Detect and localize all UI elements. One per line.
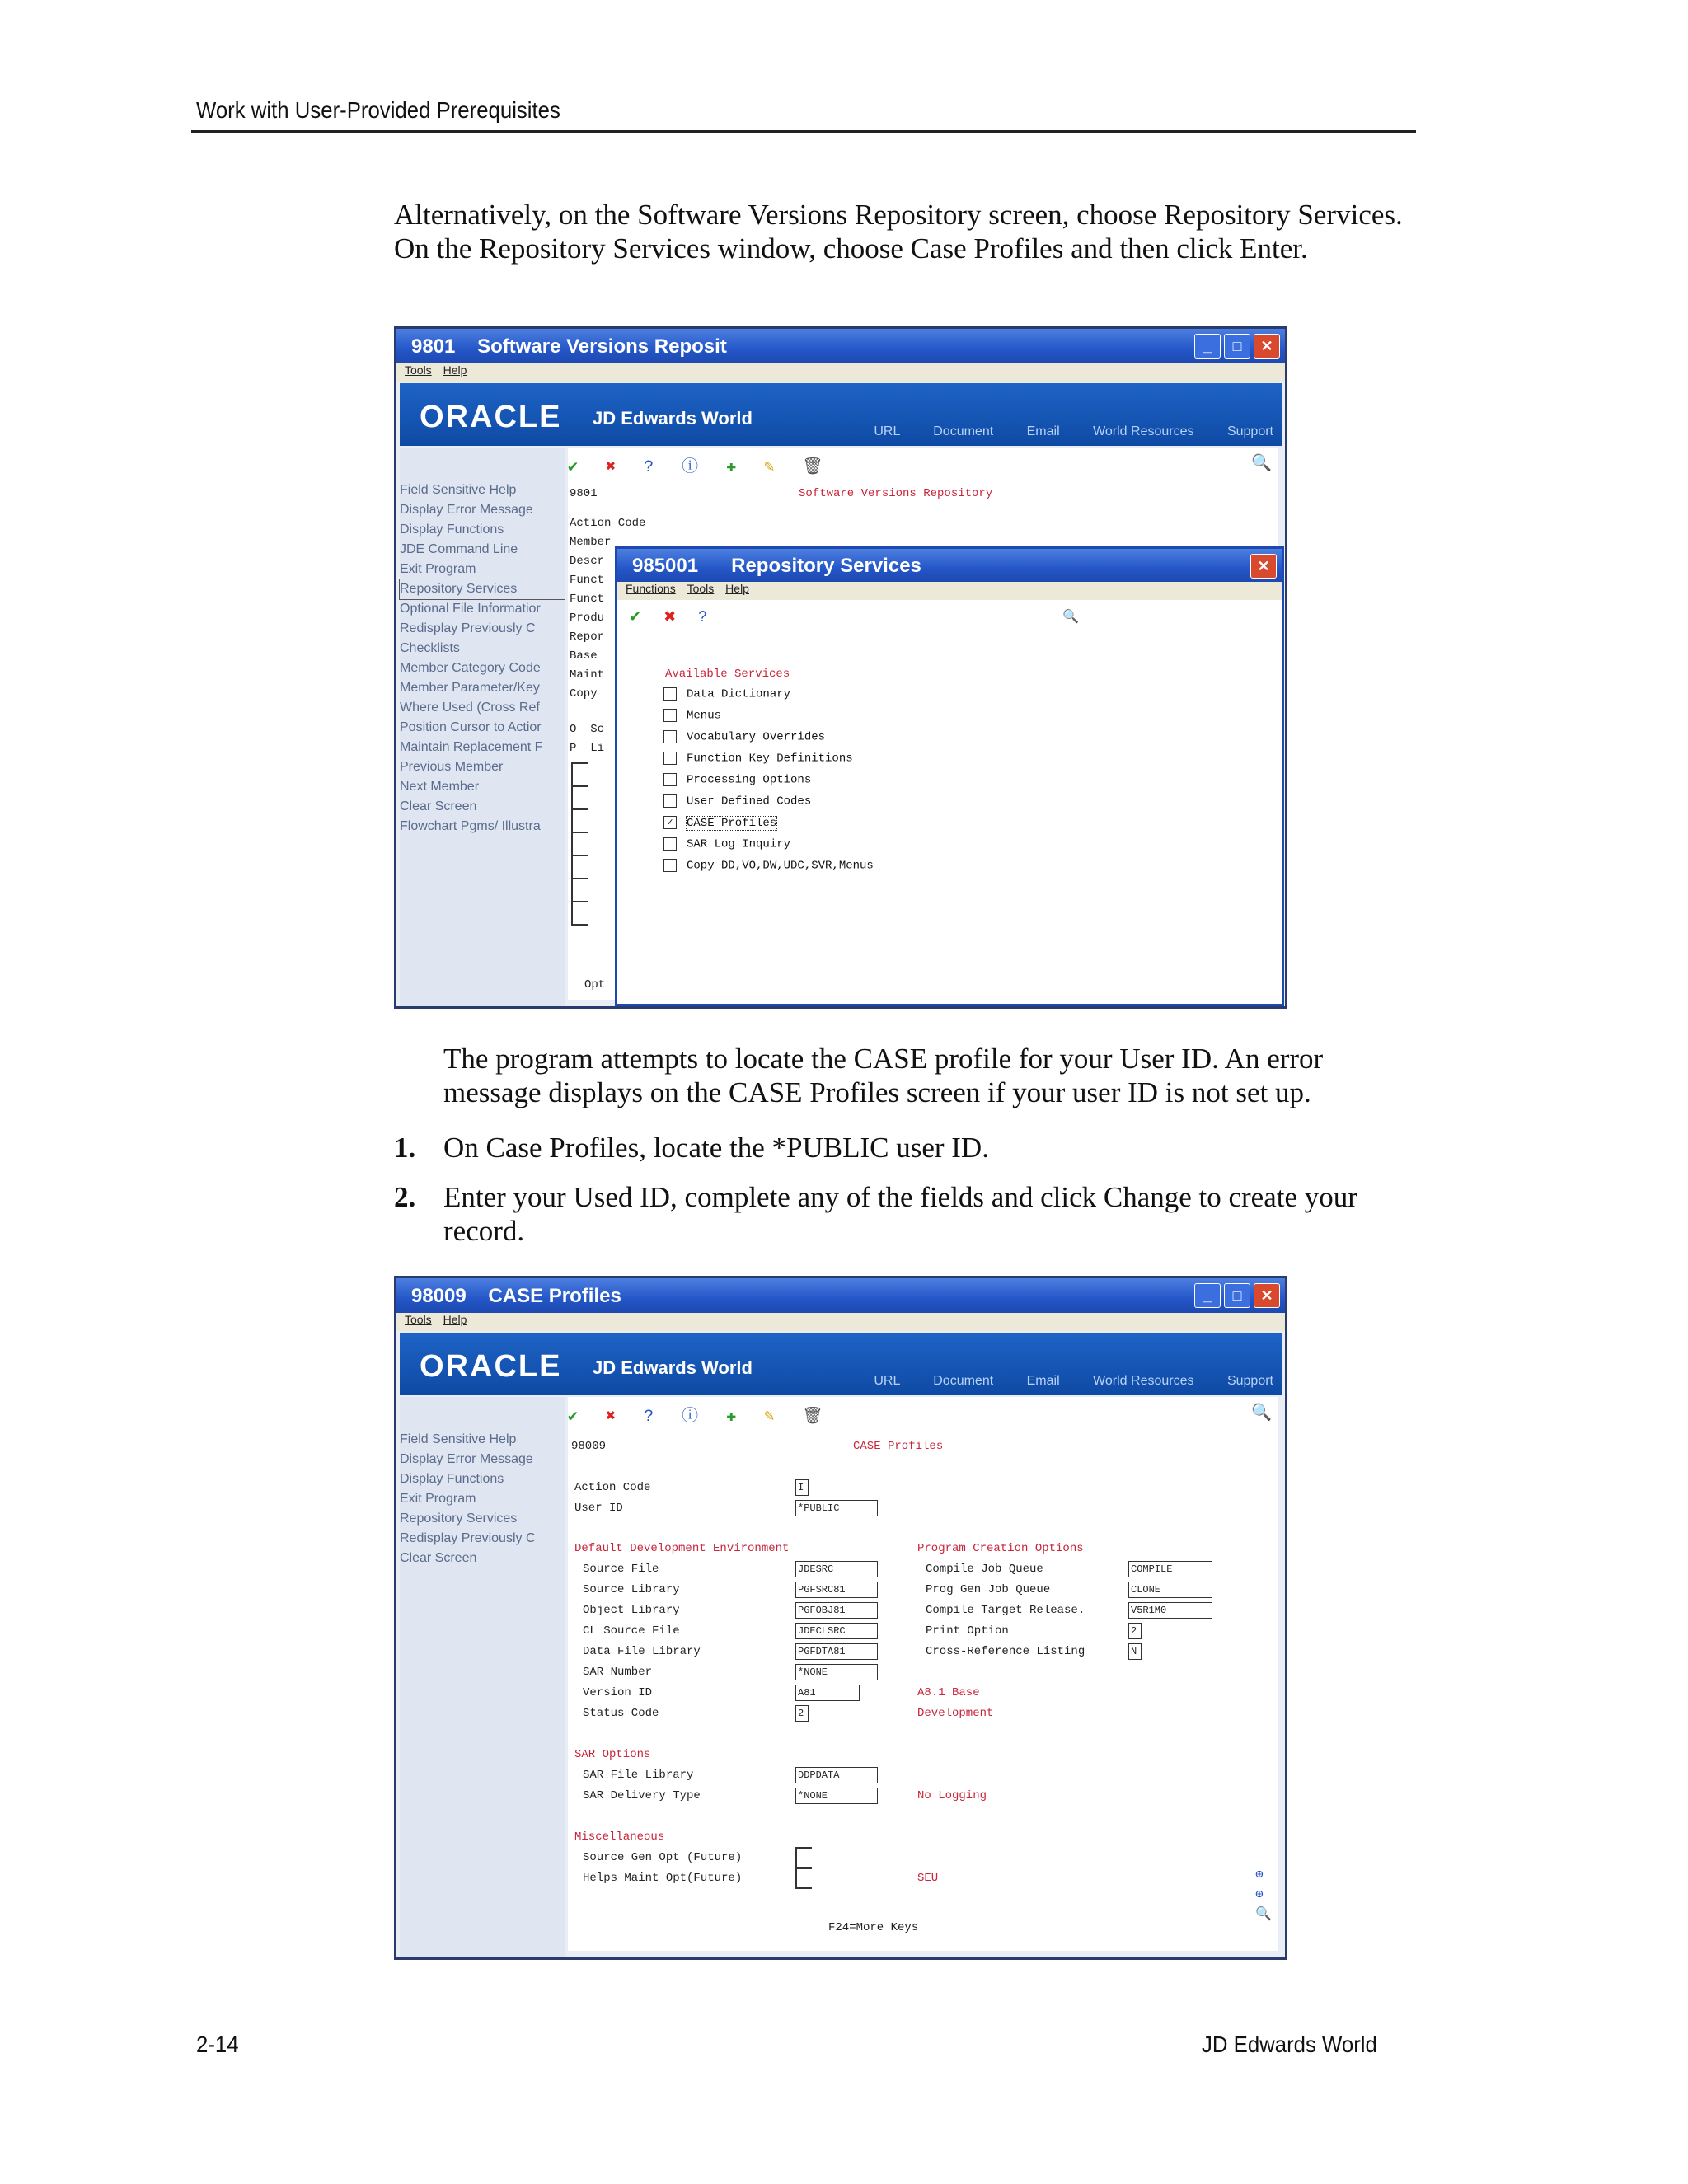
screen-name: CASE Profiles <box>853 1440 944 1453</box>
row-select-box[interactable] <box>571 762 588 787</box>
popup-menu-bar <box>617 582 1282 600</box>
link-url[interactable]: URL <box>874 1374 900 1388</box>
page-number: 2-14 <box>196 2032 239 2057</box>
link-world-resources[interactable]: World Resources <box>1093 1374 1194 1388</box>
menu-tools[interactable]: Tools <box>405 363 432 377</box>
info-icon[interactable]: ⓘ <box>682 458 699 477</box>
window-id: 9801 <box>411 335 456 358</box>
field-label: SAR Delivery Type <box>583 1789 701 1802</box>
sar-number-input[interactable]: *NONE <box>795 1664 878 1680</box>
window-title: Software Versions Reposit <box>477 335 727 358</box>
ok-icon[interactable]: ✔ <box>629 608 642 625</box>
action-code-input[interactable]: I <box>795 1479 809 1496</box>
sidebar-item[interactable]: Where Used (Cross Ref <box>400 701 540 715</box>
sidebar-item[interactable]: Repository Services <box>400 1511 518 1526</box>
oracle-logo: ORACLE <box>420 400 562 434</box>
menu-bar <box>396 1313 1285 1331</box>
source-gen-opt-checkbox[interactable] <box>795 1847 812 1868</box>
banner-links <box>844 1374 1273 1389</box>
menu-help[interactable]: Help <box>725 582 749 595</box>
sidebar-item[interactable]: Maintain Replacement F <box>400 740 543 754</box>
sidebar-item[interactable]: Checklists <box>400 641 460 655</box>
menu-tools[interactable]: Tools <box>687 582 715 595</box>
field-label: Helps Maint Opt(Future) <box>583 1872 743 1885</box>
sidebar-item[interactable]: Field Sensitive Help <box>400 483 517 497</box>
cancel-icon[interactable]: ✖ <box>606 1408 617 1427</box>
running-header: Work with User-Provided Prerequisites <box>196 97 560 123</box>
miscellaneous-heading: Miscellaneous <box>574 1830 665 1844</box>
intro-paragraph: Alternatively, on the Software Versions Repository screen, choose Repository Services. On the Repository Services window, choose Case Profiles and then click Enter. <box>394 199 1403 265</box>
step-text: Enter your Used ID, complete any of the fields and click Change to create your record. <box>443 1181 1357 1247</box>
sidebar <box>400 448 565 1009</box>
search-icon[interactable]: 🔍 <box>1251 1404 1272 1423</box>
link-document[interactable]: Document <box>933 424 994 438</box>
checkbox[interactable] <box>663 859 677 872</box>
column-head: P Li <box>570 742 605 755</box>
sidebar-item-repository-services[interactable]: Repository Services <box>400 579 565 599</box>
scroll-up-icon[interactable]: ⊕ <box>1255 1868 1264 1882</box>
field-label: Data File Library <box>583 1645 701 1658</box>
sidebar-item[interactable]: Redisplay Previously C <box>400 1531 536 1545</box>
title-bar <box>396 329 1285 363</box>
add-icon[interactable]: ✚ <box>726 1408 737 1427</box>
ok-icon[interactable]: ✔ <box>568 458 579 477</box>
sar-delivery-type-input[interactable]: *NONE <box>795 1788 878 1804</box>
checkbox[interactable] <box>663 752 677 765</box>
field-label: Compile Job Queue <box>926 1563 1043 1576</box>
close-button[interactable]: ✕ <box>1254 1283 1280 1308</box>
change-icon[interactable]: ✎ <box>764 1408 775 1427</box>
program-id: 98009 <box>571 1440 607 1453</box>
main-content <box>568 1397 1278 1951</box>
sidebar-item[interactable]: Optional File Informatior <box>400 602 541 616</box>
scroll-down-icon[interactable]: ⊕ <box>1255 1887 1264 1902</box>
help-icon[interactable]: ? <box>644 458 654 477</box>
menu-bar <box>396 363 1285 382</box>
scroll-controls <box>1255 1865 1272 1924</box>
step-text: On Case Profiles, locate the *PUBLIC user ID. <box>443 1132 989 1164</box>
sar-file-library-input[interactable]: DDPDATA <box>795 1767 878 1783</box>
popup-toolbar <box>629 608 724 626</box>
sidebar-item[interactable]: Member Parameter/Key <box>400 681 540 695</box>
menu-tools[interactable]: Tools <box>405 1313 432 1326</box>
service-option-case-profiles[interactable]: ✓ CASE Profiles <box>663 816 776 830</box>
misc-description: SEU <box>917 1872 939 1885</box>
sidebar-item[interactable]: Flowchart Pgms/ Illustra <box>400 819 541 833</box>
row-select-box[interactable] <box>571 785 588 810</box>
field-label: CL Source File <box>583 1624 680 1638</box>
column-head: O Sc <box>570 723 605 736</box>
sidebar-item[interactable]: Position Cursor to Actior <box>400 720 542 734</box>
popup-window-id: 985001 <box>632 555 699 577</box>
header-rule <box>191 130 1416 133</box>
cancel-icon[interactable]: ✖ <box>663 608 677 625</box>
service-option[interactable]: User Defined Codes <box>663 794 811 808</box>
product-name: JD Edwards World <box>593 1357 753 1378</box>
screenshot-software-versions-repository <box>394 326 1287 1009</box>
book-title: JD Edwards World <box>1202 2032 1377 2057</box>
change-icon[interactable]: ✎ <box>764 458 775 477</box>
field-label: Object Library <box>583 1604 680 1617</box>
delete-icon[interactable]: 🗑 <box>802 458 823 477</box>
service-option[interactable]: Vocabulary Overrides <box>663 730 825 744</box>
sidebar <box>400 1397 565 1960</box>
sidebar-item[interactable]: Next Member <box>400 780 480 794</box>
menu-help[interactable]: Help <box>443 363 467 377</box>
toolbar <box>568 452 842 477</box>
link-email[interactable]: Email <box>1026 424 1060 438</box>
user-id-label: User ID <box>574 1502 623 1515</box>
ok-icon[interactable]: ✔ <box>568 1408 579 1427</box>
maximize-button[interactable]: □ <box>1224 334 1250 359</box>
program-creation-heading: Program Creation Options <box>917 1542 1084 1555</box>
object-library-input[interactable]: PGFOBJ81 <box>795 1602 878 1619</box>
info-icon[interactable]: ⓘ <box>682 1408 699 1427</box>
menu-functions[interactable]: Functions <box>626 582 676 595</box>
field-label: Action Code <box>570 517 646 530</box>
row-select-box[interactable] <box>571 855 588 879</box>
row-select-box[interactable] <box>571 832 588 856</box>
row-select-box[interactable] <box>571 901 588 926</box>
field-label: Member <box>570 536 612 549</box>
sar-delivery-description: No Logging <box>917 1789 987 1802</box>
sidebar-item[interactable]: Display Error Message <box>400 503 533 517</box>
popup-window-title: Repository Services <box>731 555 921 577</box>
search-icon[interactable]: 🔍 <box>1062 610 1079 624</box>
cl-source-file-input[interactable]: JDECLSRC <box>795 1623 878 1639</box>
cross-reference-input[interactable]: N <box>1128 1643 1142 1660</box>
checkbox[interactable] <box>663 709 677 722</box>
action-code-label: Action Code <box>574 1481 651 1494</box>
sidebar-item[interactable]: Previous Member <box>400 760 504 774</box>
service-option[interactable]: SAR Log Inquiry <box>663 837 790 851</box>
field-label: Source File <box>583 1563 659 1576</box>
cancel-icon[interactable]: ✖ <box>606 458 617 477</box>
field-label: Maint <box>570 668 605 682</box>
dev-env-heading: Default Development Environment <box>574 1542 790 1555</box>
sidebar-item[interactable]: Field Sensitive Help <box>400 1432 517 1446</box>
checkbox[interactable] <box>663 773 677 786</box>
oracle-logo: ORACLE <box>420 1349 562 1384</box>
sidebar-item[interactable]: Redisplay Previously C <box>400 621 536 635</box>
checkbox[interactable] <box>663 794 677 808</box>
maximize-button[interactable]: □ <box>1224 1283 1250 1308</box>
window-title: CASE Profiles <box>488 1285 621 1307</box>
minimize-button[interactable]: _ <box>1194 334 1221 359</box>
popup-close-button[interactable]: ✕ <box>1250 554 1277 579</box>
field-label: Descr <box>570 555 605 568</box>
sidebar-item[interactable]: Display Error Message <box>400 1452 533 1466</box>
user-id-input[interactable]: *PUBLIC <box>795 1500 878 1516</box>
sidebar-item[interactable]: Display Functions <box>400 523 504 537</box>
data-file-library-input[interactable]: PGFDTA81 <box>795 1643 878 1660</box>
checkbox[interactable] <box>663 837 677 851</box>
sar-options-heading: SAR Options <box>574 1748 651 1761</box>
service-option[interactable]: Menus <box>663 709 721 723</box>
link-support[interactable]: Support <box>1226 424 1273 438</box>
prog-gen-job-queue-input[interactable]: CLONE <box>1128 1582 1212 1598</box>
sidebar-item[interactable]: Clear Screen <box>400 799 477 813</box>
source-file-input[interactable]: JDESRC <box>795 1561 878 1577</box>
locate-profile-paragraph: The program attempts to locate the CASE profile for your User ID. An error message displays on the CASE Profiles screen if your user ID is not set up. <box>443 1043 1324 1108</box>
version-description: A8.1 Base <box>917 1686 980 1699</box>
help-icon[interactable]: ? <box>644 1408 654 1427</box>
sidebar-item[interactable]: JDE Command Line <box>400 542 518 556</box>
banner-links <box>844 424 1273 439</box>
menu-help[interactable]: Help <box>443 1313 467 1326</box>
field-label: Cross-Reference Listing <box>926 1645 1085 1658</box>
row-select-box[interactable] <box>571 878 588 902</box>
oracle-banner <box>400 383 1282 446</box>
screenshot-case-profiles <box>394 1276 1287 1960</box>
delete-icon[interactable]: 🗑 <box>802 1408 823 1427</box>
sidebar-item[interactable]: Clear Screen <box>400 1551 477 1565</box>
minimize-button[interactable]: _ <box>1194 1283 1221 1308</box>
sidebar-item[interactable]: Member Category Code <box>400 661 541 675</box>
source-library-input[interactable]: PGFSRC81 <box>795 1582 878 1598</box>
popup-title-bar <box>617 549 1282 582</box>
field-label: Source Library <box>583 1583 680 1596</box>
link-email[interactable]: Email <box>1026 1374 1060 1388</box>
checkbox[interactable] <box>663 687 677 701</box>
toolbar <box>568 1402 842 1427</box>
link-support[interactable]: Support <box>1226 1374 1273 1388</box>
checkbox[interactable] <box>663 730 677 743</box>
add-icon[interactable]: ✚ <box>726 458 737 477</box>
opt-label: Opt <box>584 978 606 991</box>
field-label: Status Code <box>583 1707 659 1720</box>
field-label: SAR Number <box>583 1666 653 1679</box>
field-label: Print Option <box>926 1624 1009 1638</box>
field-label: SAR File Library <box>583 1769 694 1782</box>
zoom-icon[interactable]: 🔍 <box>1255 1907 1272 1922</box>
field-label: Version ID <box>583 1686 653 1699</box>
link-world-resources[interactable]: World Resources <box>1093 424 1194 438</box>
program-id: 9801 <box>570 487 598 500</box>
product-name: JD Edwards World <box>593 408 753 429</box>
service-option[interactable]: Processing Options <box>663 773 811 787</box>
field-label: Prog Gen Job Queue <box>926 1583 1051 1596</box>
version-id-input[interactable]: A81 <box>795 1685 860 1701</box>
field-label: Source Gen Opt (Future) <box>583 1851 743 1864</box>
field-label: Copy <box>570 687 598 701</box>
screen-name: Software Versions Repository <box>799 487 993 500</box>
helps-maint-opt-checkbox[interactable] <box>795 1868 812 1889</box>
service-option[interactable]: Function Key Definitions <box>663 752 853 766</box>
checkbox-checked[interactable]: ✓ <box>663 816 677 829</box>
step-number: 2. <box>394 1181 416 1213</box>
available-services-heading: Available Services <box>665 668 790 681</box>
status-description: Development <box>917 1707 994 1720</box>
step-number: 1. <box>394 1132 416 1164</box>
field-label: Produ <box>570 612 605 625</box>
title-bar <box>396 1278 1285 1313</box>
oracle-banner <box>400 1333 1282 1395</box>
repository-services-popup <box>615 546 1284 1006</box>
sidebar-item[interactable]: Exit Program <box>400 1492 476 1506</box>
compile-target-release-input[interactable]: V5R1M0 <box>1128 1602 1212 1619</box>
field-label: Repor <box>570 630 605 644</box>
sidebar-item[interactable]: Display Functions <box>400 1472 504 1486</box>
field-label: Funct <box>570 574 605 587</box>
close-button[interactable]: ✕ <box>1254 334 1280 359</box>
search-icon[interactable]: 🔍 <box>1251 455 1272 474</box>
compile-job-queue-input[interactable]: COMPILE <box>1128 1561 1212 1577</box>
row-select-box[interactable] <box>571 808 588 833</box>
status-code-input[interactable]: 2 <box>795 1705 809 1722</box>
link-document[interactable]: Document <box>933 1374 994 1388</box>
print-option-input[interactable]: 2 <box>1128 1623 1142 1639</box>
help-icon[interactable]: ? <box>698 608 707 625</box>
link-url[interactable]: URL <box>874 424 900 438</box>
function-keys-hint: F24=More Keys <box>828 1921 919 1934</box>
field-label: Funct <box>570 593 605 606</box>
service-option[interactable]: Copy DD,VO,DW,UDC,SVR,Menus <box>663 859 874 873</box>
sidebar-item[interactable]: Exit Program <box>400 562 476 576</box>
service-option[interactable]: Data Dictionary <box>663 687 790 701</box>
field-label: Base <box>570 649 598 663</box>
field-label: Compile Target Release. <box>926 1604 1085 1617</box>
window-id: 98009 <box>411 1285 467 1307</box>
